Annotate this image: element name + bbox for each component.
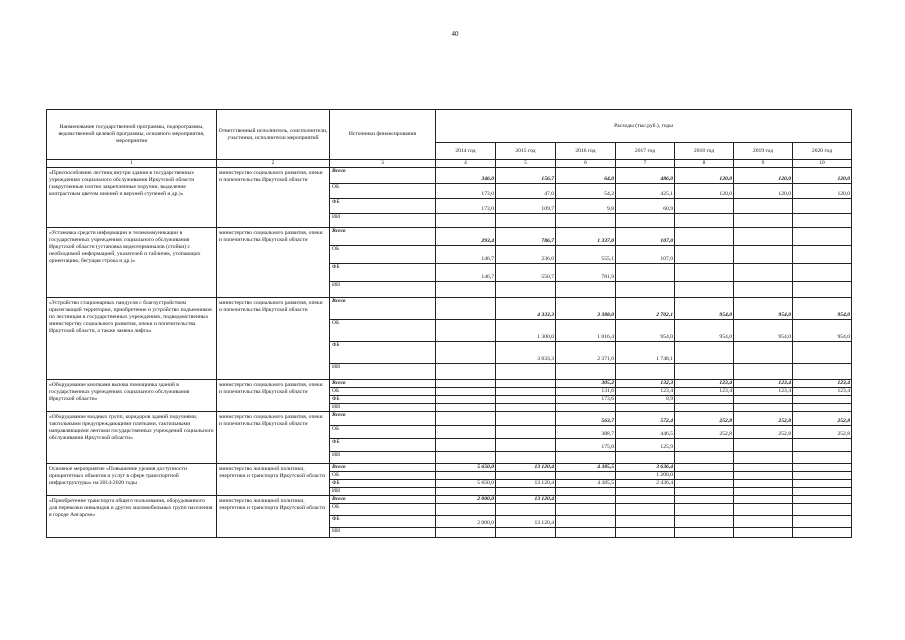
table-row (47, 298, 852, 320)
expense-value (734, 228, 793, 246)
expense-value: 123,4 (734, 380, 793, 388)
expense-value (734, 199, 793, 214)
expense-value (675, 488, 734, 496)
header-source: Источники финансирования (330, 110, 436, 160)
expense-value: 4 333,3 (496, 298, 556, 320)
funding-source: ИИ (330, 452, 436, 464)
expense-value: 954,0 (793, 320, 852, 342)
expense-value (793, 504, 852, 516)
column-number: 9 (734, 160, 793, 168)
funding-source: ИИ (330, 488, 436, 496)
expense-value: 572,4 (616, 412, 675, 426)
expense-value: 5 650,0 (436, 480, 496, 488)
expense-value: 954,0 (675, 320, 734, 342)
expense-value: 173,0 (436, 184, 496, 199)
responsible-executor: министерство социального развития, опеки и попечительства Иркутской области (217, 412, 330, 464)
expense-value (793, 480, 852, 488)
expense-value (734, 488, 793, 496)
expense-value: 2 371,6 (556, 342, 616, 364)
expense-value: 123,4 (734, 388, 793, 396)
expense-value: 120,0 (734, 184, 793, 199)
expense-value (734, 480, 793, 488)
header-year: 2019 год (734, 143, 793, 160)
expense-value (496, 214, 556, 228)
expense-value: 5 650,0 (436, 464, 496, 472)
expense-value: 13 120,4 (496, 516, 556, 528)
expense-value: 2 436,4 (616, 480, 675, 488)
measure-description: «Установка средств информации и телекоммуникации в государственных учреждениях социального обслуживания Иркутской области (установка видеотерминалов (стойки) с необходимой информацией, указателей и табличек, утопающих ориентацию, бегущая строка и др.)» (47, 228, 217, 298)
expense-value: 13 120,4 (496, 496, 556, 504)
expense-value (436, 404, 496, 412)
expense-value (436, 528, 496, 538)
header-executor: Ответственный исполнитель, соисполнители, участники, исполнители мероприятий (217, 110, 330, 160)
expense-value (675, 528, 734, 538)
funding-source: ОБ (330, 504, 436, 516)
expense-value: 4 385,5 (556, 480, 616, 488)
expense-value (556, 516, 616, 528)
expense-value (675, 199, 734, 214)
expense-value (793, 264, 852, 282)
expense-value: 486,0 (616, 168, 675, 184)
expense-value (436, 342, 496, 364)
table-row (47, 380, 852, 388)
funding-source: Всего (330, 168, 436, 184)
expense-value: 107,0 (616, 228, 675, 246)
expense-value: 9,8 (556, 199, 616, 214)
responsible-executor: министерство жилищной политики, энергетики и транспорта Иркутской области (217, 464, 330, 496)
funding-source: Всего (330, 412, 436, 426)
expense-value: 64,0 (556, 168, 616, 184)
expense-value (734, 404, 793, 412)
expense-value (556, 282, 616, 298)
expense-value (496, 282, 556, 298)
expense-value (496, 472, 556, 480)
expense-value (436, 452, 496, 464)
expense-value (734, 516, 793, 528)
expense-value: 123,4 (616, 388, 675, 396)
expense-value: 563,7 (556, 412, 616, 426)
expense-value: 1 337,0 (556, 228, 616, 246)
expense-value: 446,5 (616, 426, 675, 439)
expense-value (734, 264, 793, 282)
expense-value: 555,1 (556, 246, 616, 264)
measure-description: «Оборудование входных групп, коридоров зданий поручнями, тактильными предупреждающими плитками, тактильными направляющими лентами государственных учреждений социального обслуживания Иркутской области» (47, 412, 217, 464)
funding-source: ФБ (330, 396, 436, 404)
expense-value: 109,7 (496, 199, 556, 214)
table-row (47, 228, 852, 246)
expense-value: 146,7 (436, 264, 496, 282)
expense-value (436, 214, 496, 228)
expense-value (793, 364, 852, 380)
funding-source: Всего (330, 298, 436, 320)
expense-value: 954,0 (734, 298, 793, 320)
expense-value (436, 364, 496, 380)
expense-value: 120,0 (793, 184, 852, 199)
expense-value (556, 404, 616, 412)
expense-value: 1 016,4 (556, 320, 616, 342)
expense-value (556, 528, 616, 538)
funding-source: ИИ (330, 214, 436, 228)
expense-value (793, 282, 852, 298)
funding-source: Всего (330, 496, 436, 504)
expense-value: 252,8 (675, 412, 734, 426)
expense-value: 123,4 (675, 388, 734, 396)
header-year: 2014 год (436, 143, 496, 160)
table-row (47, 464, 852, 472)
header-year: 2016 год (556, 143, 616, 160)
expense-value: 1 200,0 (616, 472, 675, 480)
responsible-executor: министерство социального развития, опеки и попечительства Иркутской области (217, 380, 330, 412)
expense-value (734, 364, 793, 380)
expense-value (793, 246, 852, 264)
responsible-executor: министерство социального развития, опеки и попечительства Иркутской области (217, 298, 330, 380)
column-number: 1 (47, 160, 217, 168)
expense-value: 125,9 (616, 439, 675, 452)
expense-value (436, 472, 496, 480)
expense-value (556, 452, 616, 464)
expense-value: 8,9 (616, 396, 675, 404)
table-row (47, 412, 852, 426)
column-number: 7 (616, 160, 675, 168)
expense-value (675, 464, 734, 472)
expense-value (496, 504, 556, 516)
expense-value (675, 504, 734, 516)
expense-value (675, 452, 734, 464)
expense-value: 120,0 (675, 184, 734, 199)
expense-value (734, 342, 793, 364)
expense-value: 146,7 (436, 246, 496, 264)
expense-value (793, 396, 852, 404)
expense-value: 425,1 (616, 184, 675, 199)
expense-value: 173,6 (556, 396, 616, 404)
expenses-table (46, 109, 852, 538)
expense-value (556, 488, 616, 496)
expense-value (734, 472, 793, 480)
expense-value (675, 228, 734, 246)
header-year: 2017 год (616, 143, 675, 160)
expense-value: 236,0 (496, 246, 556, 264)
column-number: 6 (556, 160, 616, 168)
funding-source: ФБ (330, 439, 436, 452)
expense-value (436, 504, 496, 516)
expense-value (675, 264, 734, 282)
expense-value (556, 364, 616, 380)
expense-value (436, 282, 496, 298)
expense-value: 550,7 (496, 264, 556, 282)
expense-value (496, 452, 556, 464)
expense-value (496, 404, 556, 412)
expense-value: 252,8 (793, 426, 852, 439)
expense-value (793, 199, 852, 214)
expense-value: 120,0 (675, 168, 734, 184)
expense-value (793, 404, 852, 412)
expense-value (556, 496, 616, 504)
expense-value (675, 282, 734, 298)
funding-source: Всего (330, 228, 436, 246)
expense-value (436, 488, 496, 496)
table-row (47, 496, 852, 504)
expense-value (675, 342, 734, 364)
funding-source: ИИ (330, 404, 436, 412)
expense-value: 156,7 (496, 168, 556, 184)
expense-value (616, 488, 675, 496)
expense-value (496, 488, 556, 496)
expense-value (436, 439, 496, 452)
responsible-executor: министерство социального развития, опеки и попечительства Иркутской области (217, 228, 330, 298)
expense-value (616, 516, 675, 528)
expense-value: 123,4 (675, 380, 734, 388)
expense-value (616, 496, 675, 504)
expense-value: 252,8 (734, 426, 793, 439)
expense-value (496, 364, 556, 380)
header-year: 2018 год (675, 143, 734, 160)
expense-value (734, 439, 793, 452)
funding-source: ФБ (330, 516, 436, 528)
expense-value: 781,9 (556, 264, 616, 282)
expense-value: 120,0 (734, 168, 793, 184)
responsible-executor: министерство социального развития, опеки и попечительства Иркутской области (217, 168, 330, 228)
funding-source: ФБ (330, 480, 436, 488)
expense-value (734, 452, 793, 464)
expense-value: 60,9 (616, 199, 675, 214)
expense-value (793, 472, 852, 480)
expense-value (616, 504, 675, 516)
expense-value: 786,7 (496, 228, 556, 246)
expense-value (793, 528, 852, 538)
expense-value (556, 504, 616, 516)
expense-value (675, 496, 734, 504)
expense-value: 175,0 (556, 439, 616, 452)
expense-value (436, 412, 496, 426)
expense-value (793, 342, 852, 364)
expense-value (556, 472, 616, 480)
funding-source: ОБ (330, 388, 436, 396)
expense-value: 2 000,0 (436, 496, 496, 504)
expense-value (675, 439, 734, 452)
expense-value: 954,0 (734, 320, 793, 342)
expense-value (496, 412, 556, 426)
expense-value: 3 636,4 (616, 464, 675, 472)
column-number: 3 (330, 160, 436, 168)
funding-source: Всего (330, 380, 436, 388)
expense-value (793, 496, 852, 504)
table-row (47, 168, 852, 184)
column-number: 8 (675, 160, 734, 168)
expense-value (734, 396, 793, 404)
expense-value (496, 396, 556, 404)
column-number: 4 (436, 160, 496, 168)
expense-value: 3 388,0 (556, 298, 616, 320)
expense-value: 388,7 (556, 426, 616, 439)
header-year: 2015 год (496, 143, 556, 160)
expense-value (616, 404, 675, 412)
expense-value (675, 396, 734, 404)
expense-value (793, 464, 852, 472)
funding-source: ОБ (330, 320, 436, 342)
expense-value (616, 452, 675, 464)
header-expenses: Расходы (тыс.руб.), годы (436, 110, 852, 143)
expense-value: 954,0 (793, 298, 852, 320)
expense-value: 1 300,0 (496, 320, 556, 342)
expense-value (675, 516, 734, 528)
expense-value (496, 380, 556, 388)
expense-value: 2 000,0 (436, 516, 496, 528)
header-program: Наименование государственной программы, подпрограммы, ведомственной целевой программы, основного мероприятия, мероприятия (47, 110, 217, 160)
expense-value (734, 496, 793, 504)
expense-value (675, 472, 734, 480)
expense-value: 13 120,4 (496, 464, 556, 472)
expense-value (734, 246, 793, 264)
expense-value (675, 404, 734, 412)
expense-value (793, 516, 852, 528)
funding-source: ФБ (330, 199, 436, 214)
expense-value: 123,4 (793, 388, 852, 396)
funding-source: ОБ (330, 426, 436, 439)
expense-value (616, 264, 675, 282)
expense-value (616, 528, 675, 538)
expense-value (734, 282, 793, 298)
funding-source: ОБ (330, 184, 436, 199)
expense-value: 123,4 (793, 380, 852, 388)
expense-value: 305,2 (556, 380, 616, 388)
expense-value (436, 388, 496, 396)
funding-source: ОБ (330, 246, 436, 264)
expense-value: 47,0 (496, 184, 556, 199)
page-number: 40 (451, 30, 459, 38)
expense-value (616, 214, 675, 228)
expense-value: 173,0 (436, 199, 496, 214)
expense-value (436, 298, 496, 320)
expense-value: 54,2 (556, 184, 616, 199)
expense-value: 954,0 (616, 320, 675, 342)
column-number: 10 (793, 160, 852, 168)
funding-source: ФБ (330, 342, 436, 364)
expense-value: 346,0 (436, 168, 496, 184)
expense-value (675, 214, 734, 228)
expense-value (675, 246, 734, 264)
funding-source: ИИ (330, 528, 436, 538)
funding-source: ИИ (330, 282, 436, 298)
expense-value: 252,8 (734, 412, 793, 426)
expense-value (793, 488, 852, 496)
expense-value (793, 452, 852, 464)
column-number: 5 (496, 160, 556, 168)
expense-value: 120,0 (793, 168, 852, 184)
expense-value (793, 214, 852, 228)
expense-value (616, 282, 675, 298)
expense-value (734, 214, 793, 228)
column-number: 2 (217, 160, 330, 168)
expense-value (734, 464, 793, 472)
expense-value (793, 228, 852, 246)
expense-value: 293,4 (436, 228, 496, 246)
expense-value (496, 528, 556, 538)
expense-value (675, 364, 734, 380)
expense-value: 4 385,5 (556, 464, 616, 472)
expense-value: 1 748,1 (616, 342, 675, 364)
funding-source: ОБ (330, 472, 436, 480)
expense-value (556, 214, 616, 228)
expense-value: 131,6 (556, 388, 616, 396)
expense-value: 954,0 (675, 298, 734, 320)
expense-value: 13 120,4 (496, 480, 556, 488)
measure-description: «Устройство стационарных пандусов с благоустройством прилегающей территории, приобретение и устройство подъемников по лестницам в государственных учреждениях, подведомственных министерству социального развития, опеки и попечительства Иркутской области, а также замена лифта» (47, 298, 217, 380)
responsible-executor: министерство жилищной политики, энергетики и транспорта Иркутской области (217, 496, 330, 538)
measure-description: «Приобретение транспорта общего пользования, оборудованного для перевозки инвалидов и других маломобильных групп населения в городе Ангарске» (47, 496, 217, 538)
measure-description: «Оборудование кнопками вызова помощника зданий в государственных учреждениях социального обслуживания Иркутской области» (47, 380, 217, 412)
expense-value (734, 528, 793, 538)
header-year: 2020 год (793, 143, 852, 160)
expense-value: 252,8 (793, 412, 852, 426)
funding-source: ИИ (330, 364, 436, 380)
expense-value: 132,3 (616, 380, 675, 388)
expense-value (436, 380, 496, 388)
expense-value: 3 033,3 (496, 342, 556, 364)
expense-value (675, 480, 734, 488)
expense-value (616, 364, 675, 380)
expense-value: 252,8 (675, 426, 734, 439)
expense-value (496, 439, 556, 452)
expense-value: 2 702,1 (616, 298, 675, 320)
expense-value (436, 426, 496, 439)
expense-value (436, 396, 496, 404)
funding-source: Всего (330, 464, 436, 472)
measure-description: «Приспособление лестниц внутри здания в государственных учреждениях социального обслуживания Иркутской области (закругленные плотно закрепленные поручни, выделение контрастным цветом нижней и верхней ступеней и др.)» (47, 168, 217, 228)
measure-description: Основное мероприятие «Повышение уровня доступности приоритетных объектов и услуг в сфере транспортной инфраструктуры» на 2014-2020 годы (47, 464, 217, 496)
expense-value (496, 388, 556, 396)
expense-value: 107,0 (616, 246, 675, 264)
expense-value (436, 320, 496, 342)
expense-value (793, 439, 852, 452)
funding-source: ФБ (330, 264, 436, 282)
expense-value (496, 426, 556, 439)
expense-value (734, 504, 793, 516)
